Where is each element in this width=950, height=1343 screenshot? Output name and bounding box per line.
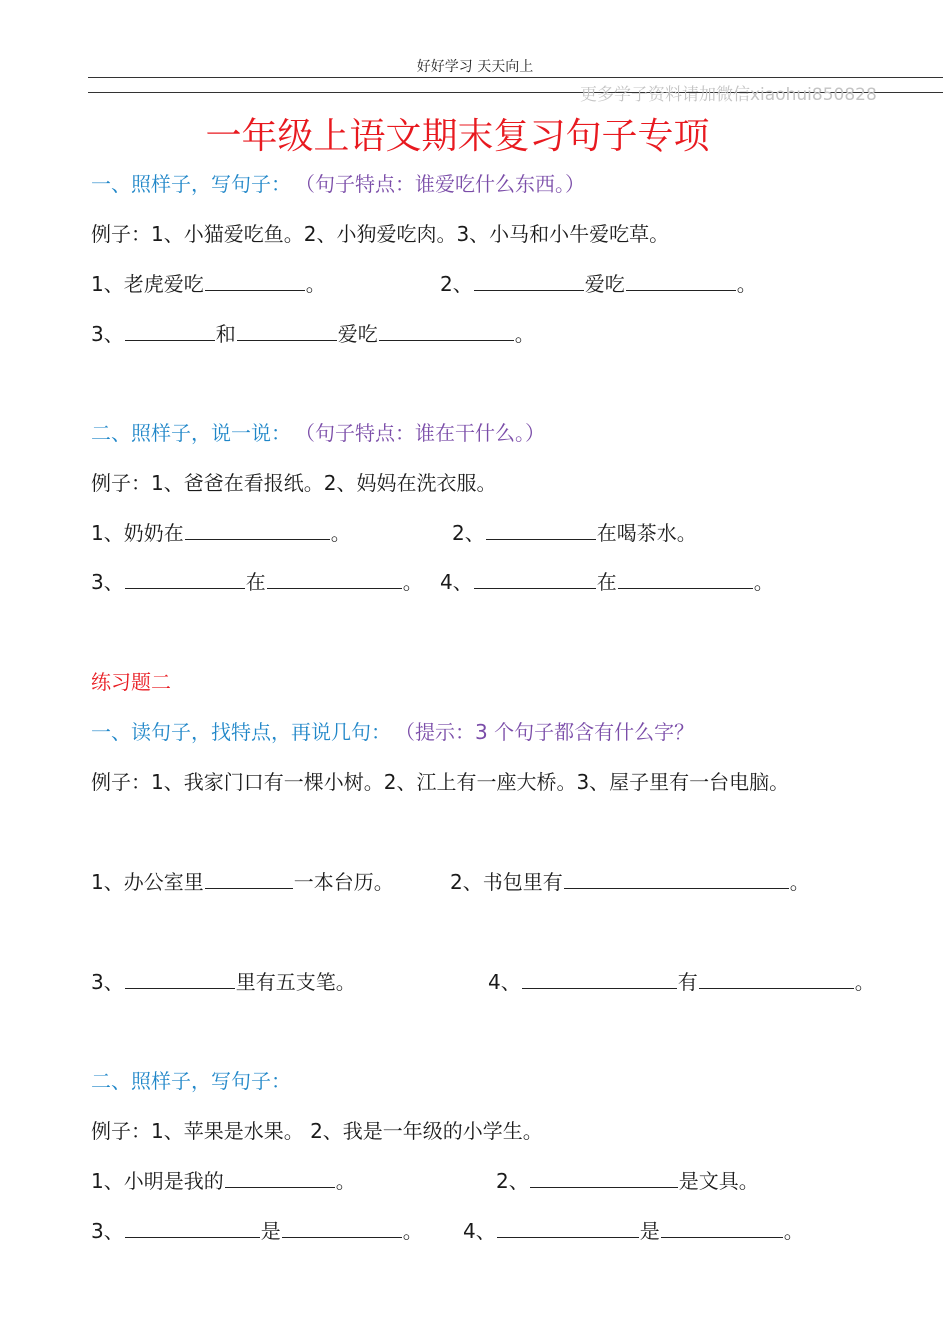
question-text: 1、小明是我的 (91, 1169, 224, 1193)
answer-blank[interactable] (474, 270, 584, 291)
answer-blank[interactable] (205, 868, 293, 889)
section-heading-text: 二、照样子，写句子： (91, 1069, 291, 1093)
question-text: 。 (514, 322, 535, 346)
answer-blank[interactable] (497, 1217, 639, 1238)
question-2 (496, 1165, 759, 1194)
question-text: 。 (736, 272, 757, 296)
answer-blank[interactable] (486, 519, 596, 540)
question-text: 在喝茶水。 (596, 521, 697, 545)
answer-blank[interactable] (267, 568, 402, 589)
question-text: 4、 (440, 570, 473, 594)
example-line: 例子：1、苹果是水果。 2、我是一年级的小学生。 (91, 1119, 543, 1143)
question-3 (91, 1215, 423, 1244)
question-text: 2、 (496, 1169, 529, 1193)
answer-blank[interactable] (185, 519, 330, 540)
section-heading-text: 一、读句子，找特点，再说几句： (91, 720, 391, 744)
answer-blank[interactable] (125, 968, 235, 989)
answer-blank[interactable] (225, 1167, 335, 1188)
question-text: 。 (783, 1219, 804, 1243)
question-text: 3、 (91, 570, 124, 594)
question-2 (440, 268, 757, 297)
question-text: 2、 (452, 521, 485, 545)
answer-blank[interactable] (618, 568, 753, 589)
answer-blank[interactable] (379, 320, 514, 341)
question-text: 。 (789, 870, 810, 894)
example-line: 例子：1、我家门口有一棵小树。2、江上有一座大桥。3、屋子里有一台电脑。 (91, 770, 790, 794)
question-text: 。 (402, 1219, 423, 1243)
question-text: 。 (854, 970, 875, 994)
question-text: 里有五支笔。 (235, 970, 356, 994)
section-heading-text: 一、照样子，写句子： (91, 172, 291, 196)
question-text: 2、书包里有 (450, 870, 563, 894)
section-hint: （句子特点：谁在干什么。） (305, 421, 545, 445)
section-hint: （提示：3 个句子都含有什么字？ (405, 720, 695, 744)
answer-blank[interactable] (474, 568, 596, 589)
question-text: 一本台历。 (293, 870, 394, 894)
answer-blank[interactable] (125, 568, 245, 589)
question-text: 。 (305, 272, 326, 296)
question-text: 爱吃 (584, 272, 625, 296)
answer-blank[interactable] (125, 320, 215, 341)
question-1 (91, 866, 394, 895)
question-text: 。 (402, 570, 423, 594)
question-4 (440, 566, 774, 595)
example-line: 例子：1、爸爸在看报纸。2、妈妈在洗衣服。 (91, 471, 497, 495)
answer-blank[interactable] (125, 1217, 260, 1238)
section-heading-text: 二、照样子，说一说： (91, 421, 291, 445)
answer-blank[interactable] (564, 868, 789, 889)
answer-blank[interactable] (522, 968, 677, 989)
question-4 (463, 1215, 804, 1244)
question-text: 4、 (463, 1219, 496, 1243)
question-text: 在 (596, 570, 617, 594)
page-header-motto: 好好学习 天天向上 (416, 59, 534, 75)
section-heading (91, 1065, 291, 1094)
header-rule (88, 77, 943, 78)
question-text: 1、老虎爱吃 (91, 272, 204, 296)
question-text: 3、 (91, 1219, 124, 1243)
answer-blank[interactable] (530, 1167, 678, 1188)
question-text: 和 (215, 322, 236, 346)
question-1 (91, 268, 326, 297)
answer-blank[interactable] (237, 320, 337, 341)
question-1 (91, 517, 351, 546)
question-text: 1、奶奶在 (91, 521, 184, 545)
question-text: 是 (260, 1219, 281, 1243)
question-text: 4、 (488, 970, 521, 994)
answer-blank[interactable] (282, 1217, 402, 1238)
question-text: 是文具。 (678, 1169, 759, 1193)
question-text: 3、 (91, 322, 124, 346)
section-heading (91, 417, 545, 446)
question-text: 1、办公室里 (91, 870, 204, 894)
section-hint: （句子特点：谁爱吃什么东西。） (305, 172, 585, 196)
question-text: 爱吃 (337, 322, 378, 346)
example-line: 例子：1、小猫爱吃鱼。2、小狗爱吃肉。3、小马和小牛爱吃草。 (91, 222, 670, 246)
question-text: 在 (245, 570, 266, 594)
question-3 (91, 966, 356, 995)
section-heading (91, 168, 585, 197)
question-2 (450, 866, 810, 895)
section-heading (91, 716, 694, 745)
answer-blank[interactable] (205, 270, 305, 291)
watermark: 更多学子资料请加微信xiaohui850828 (580, 85, 877, 105)
question-text: 。 (753, 570, 774, 594)
question-text: 2、 (440, 272, 473, 296)
question-1 (91, 1165, 356, 1194)
answer-blank[interactable] (699, 968, 854, 989)
answer-blank[interactable] (626, 270, 736, 291)
question-text: 是 (639, 1219, 660, 1243)
question-text: 3、 (91, 970, 124, 994)
question-text: 有 (677, 970, 698, 994)
question-4 (488, 966, 875, 995)
question-2 (452, 517, 697, 546)
answer-blank[interactable] (661, 1217, 783, 1238)
question-text: 。 (330, 521, 351, 545)
question-3 (91, 566, 423, 595)
question-text: 。 (335, 1169, 356, 1193)
page-title: 一年级上语文期末复习句子专项 (205, 116, 710, 157)
exercise-label: 练习题二 (91, 670, 171, 694)
question-3 (91, 318, 535, 347)
